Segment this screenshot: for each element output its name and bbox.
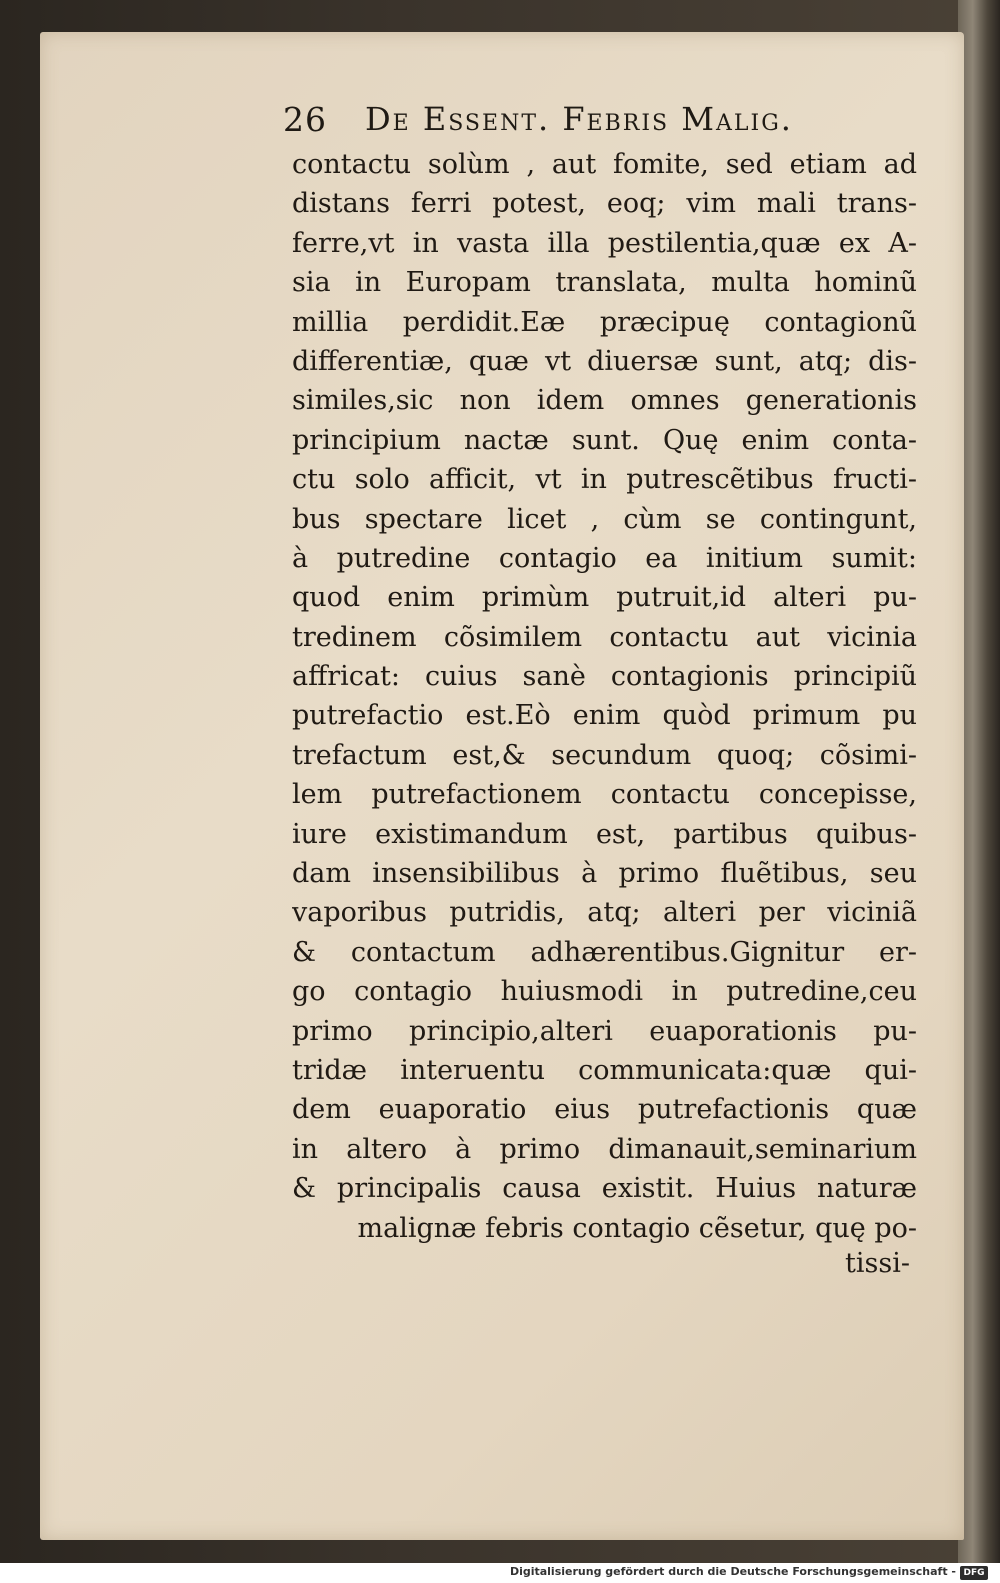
text-line: dam insensibilibus à primo fluẽtibus, seu: [292, 858, 917, 890]
text-line: ctu solo afficit, vt in putrescẽtibus fructi-: [292, 464, 917, 496]
footer-bar: [0, 1563, 1000, 1583]
funding-credit: Digitalisierung gefördert durch die Deutsche Forschungsgemeinschaft -: [509, 1565, 956, 1578]
text-line: lem putrefactionem contactu concepisse,: [292, 779, 917, 811]
text-line: putrefactio est.Eò enim quòd primum pu: [292, 700, 917, 732]
catchword: tissi-: [845, 1248, 910, 1279]
text-line: à putredine contagio ea initium sumit:: [292, 542, 917, 574]
text-line: distans ferri potest, eoq; vim mali trans-: [292, 188, 917, 220]
text-line: iure existimandum est, partibus quibus-: [292, 818, 917, 850]
body-text: [292, 145, 917, 1248]
text-line: trefactum est,& secundum quoq; cõsimi-: [292, 739, 917, 771]
text-line: in altero à primo dimanauit,seminarium: [292, 1133, 917, 1165]
text-line: vaporibus putridis, atq; alteri per viciniã: [292, 897, 917, 929]
text-line: millia perdidit.Eæ præcipuę contagionũ: [292, 306, 917, 338]
text-line: principium nactæ sunt. Quę enim conta-: [292, 424, 917, 456]
text-line: dem euaporatio eius putrefactionis quæ: [292, 1094, 917, 1126]
running-head: De Essent. Febris Malig.: [365, 100, 793, 138]
text-line: primo principio,alteri euaporationis pu-: [292, 1015, 917, 1047]
text-line: tridæ interuentu communicata:quæ qui-: [292, 1054, 917, 1086]
text-line: contactu solùm , aut fomite, sed etiam ad: [292, 149, 917, 180]
text-line: similes,sic non idem omnes generationis: [292, 385, 917, 417]
text-line: & contactum adhærentibus.Gignitur er-: [292, 936, 917, 968]
text-line: go contagio huiusmodi in putredine,ceu: [292, 976, 917, 1008]
book-edge: [958, 0, 1000, 1563]
page-number: 26: [283, 100, 327, 139]
text-line: quod enim primùm putruit,id alteri pu-: [292, 582, 917, 614]
dfg-logo: DFG: [960, 1566, 988, 1580]
text-line: ferre,vt in vasta illa pestilentia,quæ ex A-: [292, 227, 917, 259]
text-line: differentiæ, quæ vt diuersæ sunt, atq; dis-: [292, 345, 917, 377]
text-line: sia in Europam translata, multa hominũ: [292, 267, 917, 299]
text-line: bus spectare licet , cùm se contingunt,: [292, 503, 917, 535]
page-header: [283, 100, 843, 142]
text-line: affricat: cuius sanè contagionis principiũ: [292, 661, 917, 693]
text-line: malignæ febris contagio cẽsetur, quę po-: [357, 1212, 917, 1244]
text-line: & principalis causa existit. Huius naturæ: [292, 1173, 917, 1205]
text-line: tredinem cõsimilem contactu aut vicinia: [292, 621, 917, 653]
